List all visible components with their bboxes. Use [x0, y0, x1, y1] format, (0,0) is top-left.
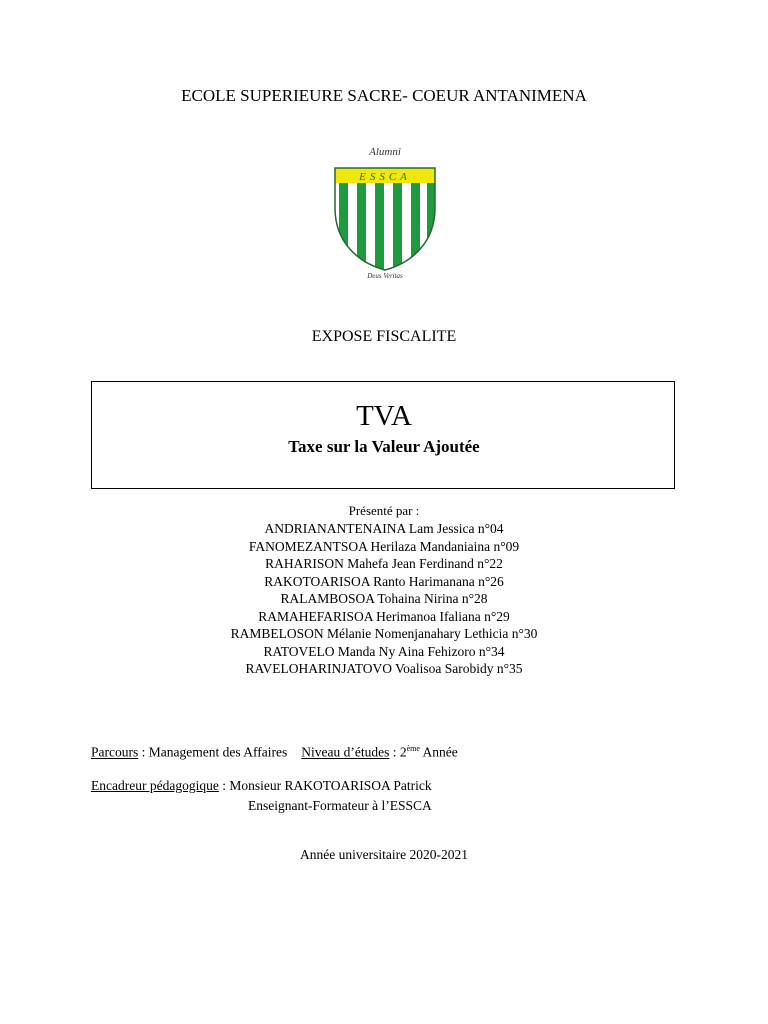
parcours-label: Parcours	[91, 744, 139, 760]
member-item: RATOVELO Manda Ny Aina Fehizoro n°34	[263, 643, 505, 659]
topic-box	[91, 381, 675, 489]
member-item: RAMAHEFARISOA Herimanoa Ifaliana n°29	[258, 608, 510, 624]
academic-year: Année universitaire 2020-2021	[300, 847, 468, 862]
presented-by-label: Présenté par :	[348, 503, 420, 518]
niveau-sep: :	[389, 744, 400, 760]
parcours-sep: :	[138, 744, 149, 760]
niveau-label: Niveau d’études	[301, 744, 390, 760]
logo-banner-text: ESSCA	[359, 171, 411, 183]
logo-top-text: Alumni	[369, 146, 401, 158]
niveau-value: 2	[399, 744, 407, 760]
member-item: ANDRIANANTENAINA Lam Jessica n°04	[264, 521, 504, 536]
encadreur-value: Monsieur RAKOTOARISOA Patrick	[229, 778, 432, 793]
member-list	[0, 520, 768, 678]
encadreur-row	[91, 778, 432, 794]
member-item: RALAMBOSOA Tohaina Nirina n°28	[280, 591, 488, 606]
member-item: RAKOTOARISOA Ranto Harimanana n°26	[264, 573, 504, 589]
encadreur-label: Encadreur pédagogique	[91, 778, 219, 793]
expose-title: EXPOSE FISCALITE	[311, 328, 457, 345]
parcours-value: Management des Affaires	[148, 744, 288, 760]
logo-bottom-text: Deus Veritas	[367, 272, 403, 280]
encadreur-sep: :	[218, 778, 230, 793]
essca-shield-logo	[331, 138, 439, 280]
niveau-value-rest: Année	[419, 744, 458, 760]
school-name: ECOLE SUPERIEURE SACRE- COEUR ANTANIMENA	[181, 86, 587, 105]
member-item: RAVELOHARINJATOVO Voalisoa Sarobidy n°35	[245, 661, 523, 676]
niveau-value-sup: ème	[406, 744, 420, 753]
topic-title: TVA	[356, 400, 412, 432]
member-item: RAMBELOSON Mélanie Nomenjanahary Lethicia n°30	[230, 626, 538, 641]
parcours-row	[91, 744, 458, 761]
topic-subtitle: Taxe sur la Valeur Ajoutée	[288, 437, 480, 456]
member-item: FANOMEZANTSOA Herilaza Mandaniaina n°09	[248, 538, 520, 554]
encadreur-role: Enseignant-Formateur à l’ESSCA	[248, 798, 432, 813]
member-item: RAHARISON Mahefa Jean Ferdinand n°22	[265, 556, 503, 571]
